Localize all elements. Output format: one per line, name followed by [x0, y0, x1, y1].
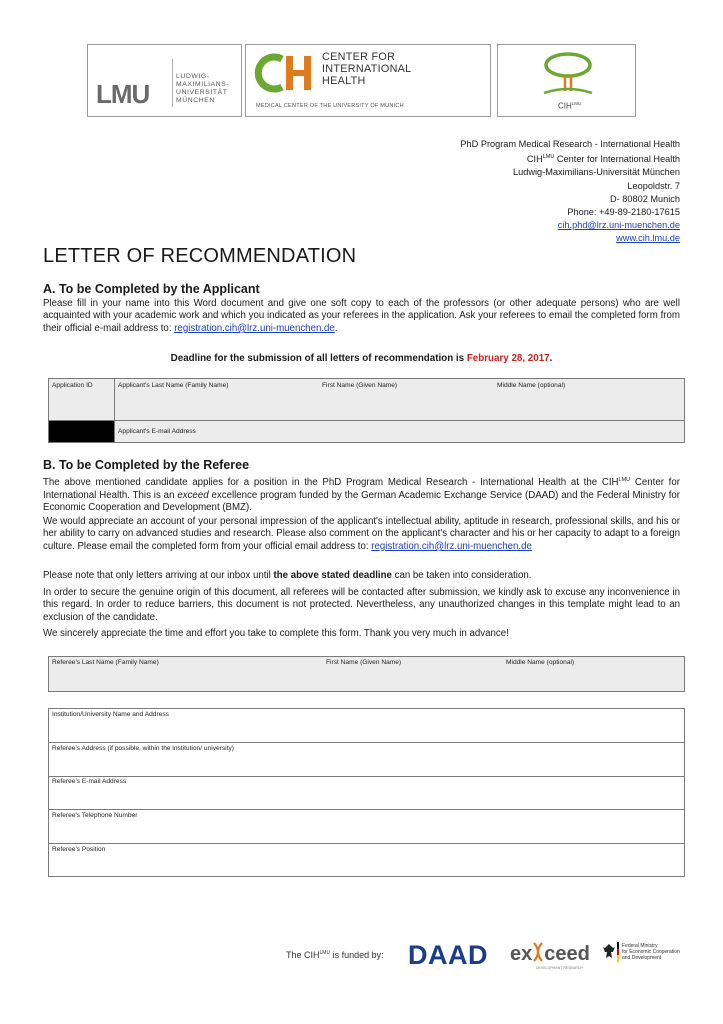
cih-name — [322, 52, 411, 87]
p2-text: We would appreciate an account of your personal impression of the applicant's intellectual ability, aptitude in research, professional skills, and his or her ability to carry on advanced studies and research. Please also comment on the applicant's character and his or her capacity to adapt to a foreign culture. Please email the completed form from your official email address to: — [43, 516, 680, 552]
lmu-text-line: MAXIMILIANS- — [176, 81, 230, 88]
cih-subtitle: MEDICAL CENTER OF THE UNIVERSITY OF MUNICH — [256, 103, 404, 109]
deadline-notice — [43, 353, 680, 364]
referee-row-divider — [48, 776, 685, 777]
tree-logo — [497, 44, 636, 117]
contact-center — [340, 151, 680, 166]
lmu-text — [176, 73, 229, 105]
referee-address-field[interactable] — [50, 755, 682, 775]
referee-institution-field[interactable] — [50, 721, 682, 741]
tree-icon — [538, 51, 598, 99]
bmz-logo — [602, 940, 692, 974]
p3-text: can be taken into consideration. — [391, 570, 532, 581]
p1-text: excellence program funded by the German Academic Exchange Service (DAAD) and the Federal Ministry for Economic Cooperation and Development (BMZ). — [43, 489, 680, 514]
lmu-text-line: UNIVERSITÄT — [176, 89, 228, 96]
contact-web-link[interactable]: www.cih.lmu.de — [616, 233, 680, 244]
referee-first-name-field[interactable] — [324, 668, 502, 690]
german-flag-icon — [617, 942, 619, 962]
contact-phone: Phone: +49-89-2180-17615 — [567, 207, 680, 218]
bmz-text-line: and Development — [622, 955, 662, 961]
registration-email-link[interactable]: registration.cih@lrz.uni-muenchen.de — [174, 322, 335, 334]
referee-last-name-label: Referee's Last Name (Family Name) — [52, 659, 159, 666]
bmz-text-line: for Economic Cooperation — [622, 949, 680, 955]
funded-text: is funded by: — [330, 950, 384, 960]
referee-institution-label: Institution/University Name and Address — [52, 711, 169, 718]
referee-registration-email-link[interactable]: registration.cih@lrz.uni-muenchen.de — [371, 540, 532, 552]
p1-text: The above mentioned candidate applies for a position in the PhD Program Medical Research - International Health at the CIH — [43, 477, 619, 489]
contact-email-link[interactable]: cih.phd@lrz.uni-muenchen.de — [557, 220, 680, 231]
applicant-row-divider — [48, 420, 685, 421]
exceed-swoosh-icon — [532, 941, 544, 963]
applicant-last-name-field[interactable] — [116, 392, 318, 418]
p1-sup: LMU — [618, 477, 631, 483]
referee-middle-name-label: Middle Name (optional) — [506, 659, 575, 666]
contact-block — [340, 138, 680, 246]
section-b-paragraph-5: We sincerely appreciate the time and effort you take to complete this form. Thank you very much in advance! — [43, 628, 509, 639]
exceed-tagline: DEVELOPMENT RESEARCH — [536, 966, 583, 970]
applicant-last-name-label: Applicant's Last Name (Family Name) — [118, 382, 229, 389]
cih-name-line: HEALTH — [322, 74, 366, 87]
exceed-logo — [510, 941, 596, 975]
contact-city: D- 80802 Munich — [610, 193, 680, 204]
referee-phone-label: Referee's Telephone Number — [52, 812, 138, 819]
referee-row-divider — [48, 809, 685, 810]
applicant-id-redaction — [49, 421, 114, 442]
exceed-text: ex — [510, 943, 533, 965]
application-id-label: Application ID — [52, 382, 93, 389]
lmu-text-line: MÜNCHEN — [176, 97, 215, 104]
deadline-end: . — [549, 353, 553, 364]
cih-name-line: INTERNATIONAL — [322, 62, 412, 75]
section-b-heading: B. To be Completed by the Referee — [43, 458, 250, 472]
p1-emphasis: exceed — [177, 489, 209, 501]
funded-sup: LMU — [319, 950, 331, 956]
section-a-end: . — [334, 322, 338, 334]
contact-university: Ludwig-Maximilians-Universität München — [513, 167, 680, 178]
p1-text: Center for International Health. This is an — [43, 477, 680, 501]
deadline-text: Deadline for the submission of all letters of recommendation is — [170, 353, 467, 364]
german-eagle-icon — [602, 942, 616, 962]
applicant-middle-name-label: Middle Name (optional) — [497, 382, 566, 389]
referee-first-name-label: First Name (Given Name) — [326, 659, 402, 666]
referee-email-field[interactable] — [50, 788, 682, 808]
bmz-text — [622, 943, 680, 961]
referee-middle-name-field[interactable] — [504, 668, 682, 690]
funded-by-text — [286, 950, 384, 960]
referee-email-label: Referee's E-mail Address — [52, 778, 127, 785]
referee-address-label: Referee's Address (if possible, within the institution/ university) — [52, 745, 234, 752]
cih-mark-icon — [254, 53, 318, 93]
referee-phone-field[interactable] — [50, 822, 682, 842]
p3-text: Please note that only letters arriving at our inbox until — [43, 570, 274, 581]
applicant-first-name-field[interactable] — [320, 392, 494, 418]
lmu-mark: LMU — [96, 79, 150, 109]
contact-center-prefix: CIH — [526, 154, 543, 165]
page-title: LETTER OF RECOMMENDATION — [43, 245, 357, 267]
contact-center-suffix: Center for International Health — [554, 154, 680, 165]
section-a-text: Please fill in your name into this Word document and give one soft copy to each of the professors (or other adequate persons) who are well acquainted with your academic work and which you indicated as your referees in the application. Ask your referees to email the completed form from their official e-mail address to: — [43, 298, 680, 334]
lmu-text-line: LUDWIG- — [176, 73, 210, 80]
funded-text: The CIH — [286, 950, 320, 960]
contact-street: Leopoldstr. 7 — [627, 180, 680, 191]
section-a-paragraph — [43, 298, 680, 335]
lmu-logo — [87, 44, 242, 117]
section-b-paragraph-4: In order to secure the genuine origin of this document, all referees will be contacted after submission, we kindly ask to excuse any inconvenience in this regard. In order to reduce barriers, this document is not protected. Nevertheless, any unauthorized changes in this template might lead to an exclusion of the candidate. — [43, 587, 680, 623]
applicant-email-field[interactable] — [230, 422, 682, 441]
referee-position-label: Referee's Position — [52, 846, 106, 853]
tree-label-text: CIH — [558, 101, 572, 111]
referee-row-divider — [48, 843, 685, 844]
tree-label-sup: LMU — [571, 101, 582, 106]
referee-last-name-field[interactable] — [50, 668, 320, 690]
p3-bold: the above stated deadline — [273, 570, 392, 581]
applicant-email-label: Applicant's E-mail Address — [118, 428, 196, 435]
lmu-divider — [172, 59, 173, 107]
section-b-paragraph-2 — [43, 516, 680, 553]
cih-name-line: CENTER FOR — [322, 51, 396, 63]
referee-row-divider — [48, 742, 685, 743]
daad-logo: DAAD — [408, 940, 488, 970]
cih-logo — [245, 44, 491, 117]
section-b-paragraph-3 — [43, 570, 680, 582]
exceed-text: ceed — [544, 943, 590, 965]
bmz-text-line: Federal Ministry — [622, 943, 658, 949]
contact-center-sup: LMU — [542, 154, 555, 161]
applicant-first-name-label: First Name (Given Name) — [322, 382, 398, 389]
referee-position-field[interactable] — [50, 856, 682, 876]
applicant-id-divider — [114, 378, 115, 443]
contact-program: PhD Program Medical Research - International Health — [460, 139, 680, 149]
applicant-middle-name-field[interactable] — [495, 392, 683, 418]
tree-label — [558, 101, 581, 111]
section-b-paragraph-1 — [43, 474, 680, 514]
deadline-date: February 28, 2017 — [466, 353, 550, 364]
section-a-heading: A. To be Completed by the Applicant — [43, 282, 260, 296]
